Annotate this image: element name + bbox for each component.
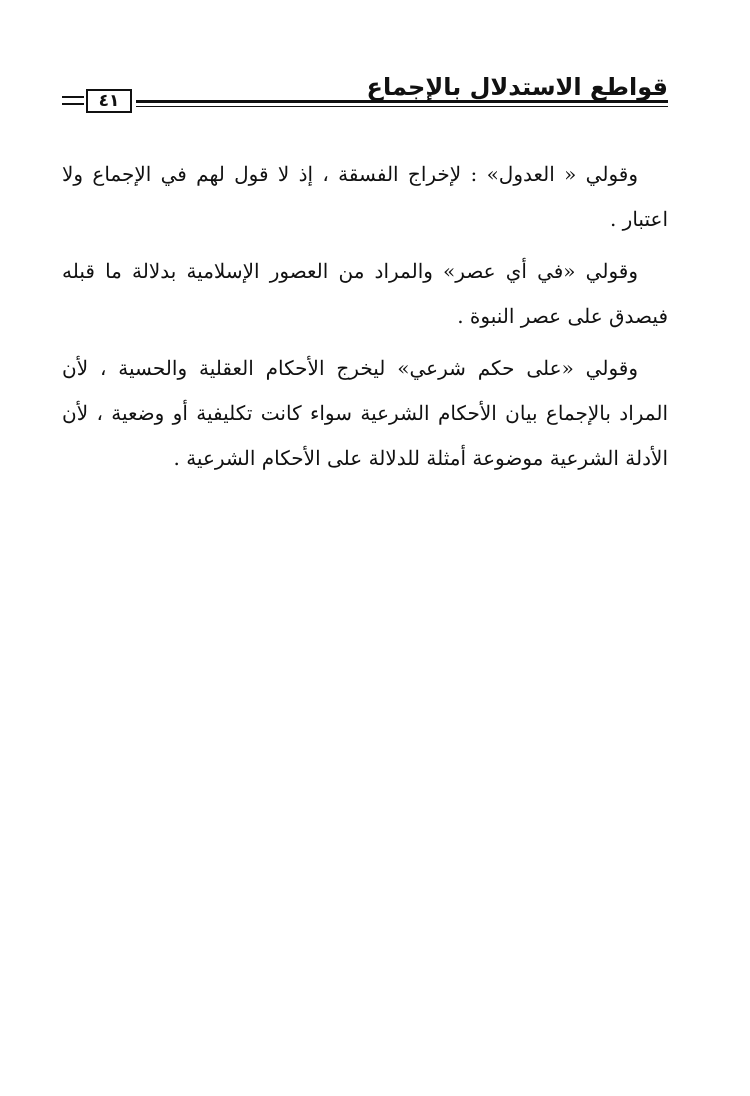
- header-rule-thin: [136, 106, 668, 107]
- paragraph-adul: وقولي « العدول» : لإخراج الفسقة ، إذ لا قول لهم في الإجماع ولا اعتبار .: [62, 162, 668, 231]
- header-rule-thick: [136, 100, 668, 103]
- running-head-title: قواطع الاستدلال بالإجماع: [366, 73, 668, 101]
- paragraph-hukm: وقولي «على حكم شرعي» ليخرج الأحكام العقلية والحسية ، لأن المراد بالإجماع بيان الأحكام الشرعية سواء كانت تكليفية أو وضعية ، لأن الأدلة الشرعية موضوعة أمثلة للدلالة على الأحكام الشرعية .: [62, 356, 668, 470]
- header-rule-short-top: [62, 96, 84, 98]
- header-rule-short-bottom: [62, 103, 84, 105]
- page-body: [62, 152, 668, 488]
- page-number: ٤١: [86, 89, 132, 113]
- paragraph-asr: وقولي «في أي عصر» والمراد من العصور الإسلامية بدلالة ما قبله فيصدق على عصر النبوة .: [62, 259, 668, 328]
- page-header: [62, 72, 668, 120]
